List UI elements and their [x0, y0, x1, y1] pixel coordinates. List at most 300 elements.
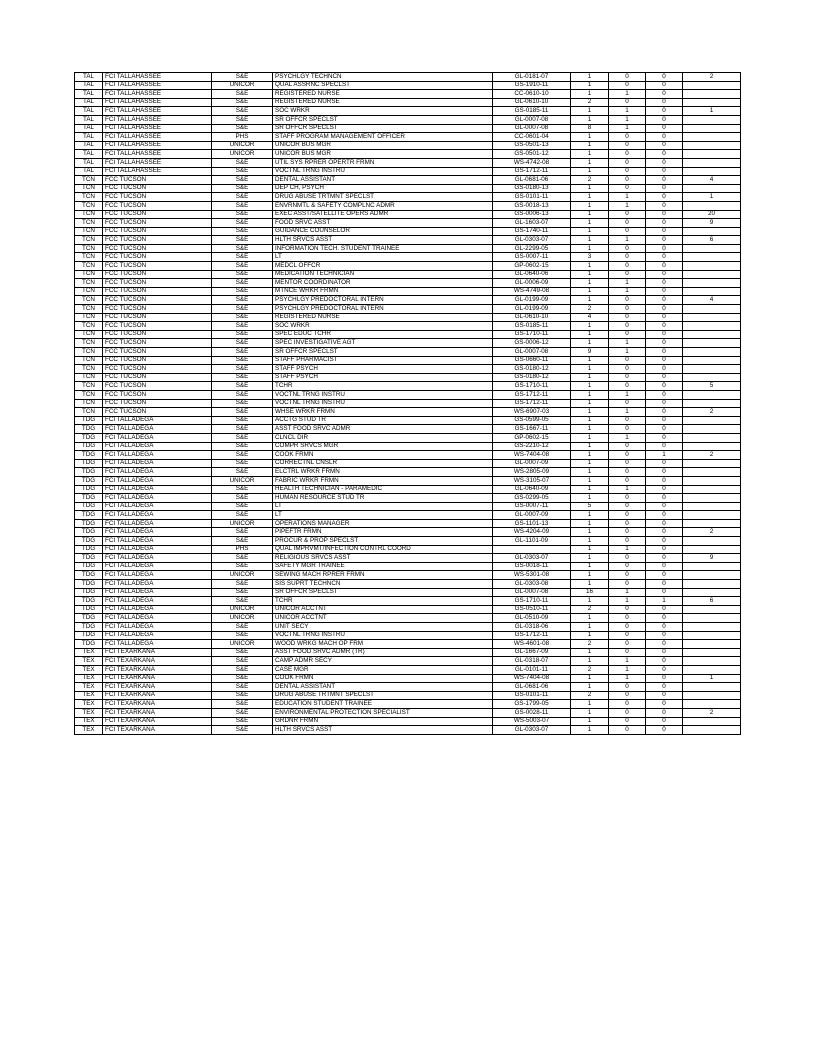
funding-type-cell: S&E [212, 158, 273, 167]
grade-cell: GL-0006-09 [493, 279, 571, 288]
count-cell: 2 [571, 691, 609, 700]
count-cell: 0 [609, 98, 646, 107]
count-cell: 2 [571, 640, 609, 649]
funding-type-cell: S&E [212, 382, 273, 391]
institution-code-cell: TDG [75, 623, 103, 632]
funding-type-cell: S&E [212, 296, 273, 305]
institution-name-cell: FCC TUCSON [103, 382, 212, 391]
grade-cell: GL-0681-06 [493, 683, 571, 692]
count-cell [683, 623, 741, 632]
institution-code-cell: TDG [75, 588, 103, 597]
institution-code-cell: TCN [75, 399, 103, 408]
grade-cell [493, 545, 571, 554]
table-row [75, 528, 741, 537]
count-cell: 1 [571, 425, 609, 434]
institution-code-cell: TDG [75, 562, 103, 571]
count-cell: 0 [646, 485, 683, 494]
institution-code-cell: TAL [75, 150, 103, 159]
institution-code-cell: TCN [75, 236, 103, 245]
position-title-cell: CLNCL DIR [273, 433, 493, 442]
grade-cell: GL-0510-09 [493, 614, 571, 623]
funding-type-cell: S&E [212, 167, 273, 176]
grade-cell: GL-0101-11 [493, 665, 571, 674]
count-cell: 0 [609, 554, 646, 563]
count-cell: 1 [571, 674, 609, 683]
table-row [75, 399, 741, 408]
grade-cell: GS-0180-12 [493, 365, 571, 374]
table-row [75, 373, 741, 382]
table-row [75, 210, 741, 219]
count-cell: 1 [571, 322, 609, 331]
grade-cell: GS-1667-11 [493, 425, 571, 434]
position-title-cell: SOC WRKR [273, 322, 493, 331]
grade-cell: GL-0640-06 [493, 270, 571, 279]
count-cell: 0 [646, 476, 683, 485]
table-row [75, 90, 741, 99]
count-cell: 0 [646, 717, 683, 726]
funding-type-cell: S&E [212, 408, 273, 417]
count-cell: 1 [609, 115, 646, 124]
grade-cell: GL-0199-09 [493, 305, 571, 314]
institution-code-cell: TCN [75, 313, 103, 322]
count-cell: 2 [571, 305, 609, 314]
position-title-cell: UNICOR ACCTNT [273, 614, 493, 623]
institution-name-cell: FCI TALLADEGA [103, 494, 212, 503]
table-row [75, 193, 741, 202]
grade-cell: GL-2299-05 [493, 244, 571, 253]
count-cell: 1 [609, 657, 646, 666]
grade-cell: GS-0599-05 [493, 416, 571, 425]
count-cell: 1 [646, 597, 683, 606]
count-cell: 0 [609, 219, 646, 228]
staffing-table [74, 72, 741, 735]
count-cell: 0 [609, 133, 646, 142]
table-row [75, 141, 741, 150]
count-cell: 1 [571, 700, 609, 709]
position-title-cell: DENTAL ASSISTANT [273, 683, 493, 692]
count-cell: 1 [571, 519, 609, 528]
count-cell [683, 717, 741, 726]
institution-name-cell: FCI TALLADEGA [103, 537, 212, 546]
count-cell: 1 [571, 133, 609, 142]
institution-code-cell: TAL [75, 133, 103, 142]
grade-cell: GL-0303-07 [493, 726, 571, 735]
count-cell: 1 [609, 408, 646, 417]
position-title-cell: SPEC EDUC TCHR [273, 330, 493, 339]
institution-code-cell: TDG [75, 605, 103, 614]
count-cell [683, 365, 741, 374]
position-title-cell: OPERATIONS MANAGER [273, 519, 493, 528]
position-title-cell: ASST FOOD SRVC ADMR [273, 425, 493, 434]
institution-code-cell: TCN [75, 262, 103, 271]
grade-cell: CC-0610-10 [493, 90, 571, 99]
grade-cell: GL-0303-07 [493, 236, 571, 245]
count-cell: 0 [646, 459, 683, 468]
count-cell: 0 [609, 683, 646, 692]
grade-cell: WS-5301-08 [493, 571, 571, 580]
institution-name-cell: FCI TALLADEGA [103, 580, 212, 589]
grade-cell: GS-1712-11 [493, 631, 571, 640]
funding-type-cell: S&E [212, 90, 273, 99]
funding-type-cell: S&E [212, 494, 273, 503]
institution-code-cell: TAL [75, 98, 103, 107]
table-row [75, 459, 741, 468]
funding-type-cell: S&E [212, 588, 273, 597]
count-cell: 2 [571, 665, 609, 674]
institution-code-cell: TAL [75, 158, 103, 167]
institution-name-cell: FCI TALLADEGA [103, 605, 212, 614]
grade-cell: GS-0006-13 [493, 210, 571, 219]
count-cell [683, 167, 741, 176]
count-cell: 1 [571, 115, 609, 124]
grade-cell: GS-1710-11 [493, 330, 571, 339]
grade-cell: GS-0185-11 [493, 107, 571, 116]
funding-type-cell: UNICOR [212, 605, 273, 614]
institution-code-cell: TCN [75, 201, 103, 210]
grade-cell: GS-0006-12 [493, 339, 571, 348]
table-row [75, 81, 741, 90]
institution-code-cell: TDG [75, 451, 103, 460]
institution-code-cell: TDG [75, 597, 103, 606]
table-row [75, 717, 741, 726]
count-cell: 4 [683, 176, 741, 185]
position-title-cell: QUAL ASSRNC SPECLST [273, 81, 493, 90]
funding-type-cell: S&E [212, 631, 273, 640]
position-title-cell: GRDNR FRMN [273, 717, 493, 726]
table-row [75, 433, 741, 442]
institution-name-cell: FCI TALLADEGA [103, 459, 212, 468]
count-cell: 0 [646, 150, 683, 159]
institution-code-cell: TDG [75, 537, 103, 546]
funding-type-cell: S&E [212, 528, 273, 537]
count-cell: 1 [571, 107, 609, 116]
count-cell: 2 [683, 708, 741, 717]
position-title-cell: MEDICATION TECHNICIAN [273, 270, 493, 279]
position-title-cell: PIPEFTR FRMN [273, 528, 493, 537]
count-cell [683, 459, 741, 468]
count-cell: 1 [571, 528, 609, 537]
count-cell: 0 [609, 537, 646, 546]
count-cell: 0 [609, 691, 646, 700]
institution-name-cell: FCC TUCSON [103, 227, 212, 236]
institution-code-cell: TCN [75, 348, 103, 357]
grade-cell: GS-0185-11 [493, 322, 571, 331]
count-cell: 0 [646, 494, 683, 503]
position-title-cell: GUIDANCE COUNSELOR [273, 227, 493, 236]
funding-type-cell: S&E [212, 98, 273, 107]
position-title-cell: COOK FRMN [273, 674, 493, 683]
institution-name-cell: FCC TUCSON [103, 399, 212, 408]
grade-cell: GS-0101-11 [493, 193, 571, 202]
funding-type-cell: S&E [212, 726, 273, 735]
count-cell: 1 [571, 511, 609, 520]
position-title-cell: PSYCHLGY PREDOCTORAL INTERN [273, 305, 493, 314]
count-cell: 0 [646, 348, 683, 357]
count-cell: 0 [609, 296, 646, 305]
count-cell: 0 [609, 399, 646, 408]
count-cell: 16 [571, 588, 609, 597]
count-cell: 1 [571, 244, 609, 253]
grade-cell: WS-7404-08 [493, 451, 571, 460]
table-row [75, 605, 741, 614]
table-row [75, 176, 741, 185]
count-cell [683, 571, 741, 580]
grade-cell: GS-1710-11 [493, 382, 571, 391]
table-row [75, 631, 741, 640]
count-cell [683, 124, 741, 133]
institution-code-cell: TEX [75, 700, 103, 709]
institution-code-cell: TAL [75, 90, 103, 99]
position-title-cell: SIS SUPRT TECHNCN [273, 580, 493, 589]
institution-name-cell: FCC TUCSON [103, 287, 212, 296]
count-cell: 0 [646, 700, 683, 709]
count-cell: 0 [646, 133, 683, 142]
count-cell [683, 683, 741, 692]
institution-name-cell: FCI TALLADEGA [103, 442, 212, 451]
count-cell: 1 [571, 270, 609, 279]
institution-code-cell: TEX [75, 674, 103, 683]
grade-cell: WS-4742-08 [493, 158, 571, 167]
count-cell: 1 [609, 90, 646, 99]
count-cell: 1 [609, 193, 646, 202]
position-title-cell: LT [273, 511, 493, 520]
institution-name-cell: FCI TEXARKANA [103, 674, 212, 683]
institution-name-cell: FCI TALLADEGA [103, 623, 212, 632]
count-cell: 1 [609, 236, 646, 245]
institution-code-cell: TDG [75, 468, 103, 477]
count-cell: 1 [609, 287, 646, 296]
count-cell: 1 [571, 339, 609, 348]
funding-type-cell: S&E [212, 279, 273, 288]
count-cell [683, 416, 741, 425]
funding-type-cell: S&E [212, 717, 273, 726]
grade-cell: GS-1910-11 [493, 81, 571, 90]
funding-type-cell: S&E [212, 227, 273, 236]
count-cell: 0 [646, 210, 683, 219]
grade-cell: GS-2210-12 [493, 442, 571, 451]
position-title-cell: FOOD SRVC ASST [273, 219, 493, 228]
position-title-cell: CAMP ADMR SECY [273, 657, 493, 666]
funding-type-cell: S&E [212, 305, 273, 314]
table-row [75, 588, 741, 597]
count-cell: 9 [571, 348, 609, 357]
count-cell: 0 [646, 244, 683, 253]
position-title-cell: COOK FRMN [273, 451, 493, 460]
count-cell [683, 640, 741, 649]
count-cell: 0 [646, 390, 683, 399]
count-cell: 0 [646, 305, 683, 314]
count-cell: 0 [609, 726, 646, 735]
institution-name-cell: FCI TALLADEGA [103, 416, 212, 425]
position-title-cell: TCHR [273, 382, 493, 391]
count-cell [683, 691, 741, 700]
count-cell [683, 614, 741, 623]
count-cell: 1 [571, 451, 609, 460]
funding-type-cell: S&E [212, 425, 273, 434]
count-cell: 1 [683, 674, 741, 683]
count-cell [683, 115, 741, 124]
grade-cell: GL-0007-08 [493, 115, 571, 124]
count-cell: 1 [571, 330, 609, 339]
grade-cell: GS-0018-11 [493, 562, 571, 571]
institution-code-cell: TCN [75, 270, 103, 279]
institution-name-cell: FCC TUCSON [103, 408, 212, 417]
institution-name-cell: FCC TUCSON [103, 313, 212, 322]
institution-name-cell: FCI TALLAHASSEE [103, 124, 212, 133]
institution-code-cell: TAL [75, 115, 103, 124]
funding-type-cell: S&E [212, 554, 273, 563]
position-title-cell: CORRECTNL CNSLR [273, 459, 493, 468]
count-cell [683, 133, 741, 142]
count-cell: 1 [571, 433, 609, 442]
institution-code-cell: TEX [75, 665, 103, 674]
position-title-cell: REGISTERED NURSE [273, 90, 493, 99]
institution-name-cell: FCI TALLAHASSEE [103, 73, 212, 82]
institution-name-cell: FCC TUCSON [103, 253, 212, 262]
institution-name-cell: FCI TEXARKANA [103, 648, 212, 657]
institution-code-cell: TCN [75, 305, 103, 314]
count-cell: 0 [646, 691, 683, 700]
funding-type-cell: S&E [212, 683, 273, 692]
institution-name-cell: FCI TALLADEGA [103, 468, 212, 477]
count-cell: 0 [609, 158, 646, 167]
funding-type-cell: UNICOR [212, 614, 273, 623]
count-cell [683, 665, 741, 674]
institution-code-cell: TCN [75, 373, 103, 382]
count-cell [683, 588, 741, 597]
funding-type-cell: S&E [212, 115, 273, 124]
institution-name-cell: FCC TUCSON [103, 201, 212, 210]
position-title-cell: UNIT SECY [273, 623, 493, 632]
count-cell: 0 [646, 519, 683, 528]
funding-type-cell: UNICOR [212, 150, 273, 159]
institution-code-cell: TDG [75, 476, 103, 485]
funding-type-cell: UNICOR [212, 476, 273, 485]
position-title-cell: ELCTRL WRKR FRMN [273, 468, 493, 477]
count-cell: 0 [609, 73, 646, 82]
count-cell: 0 [609, 502, 646, 511]
count-cell [683, 253, 741, 262]
institution-name-cell: FCI TALLADEGA [103, 545, 212, 554]
funding-type-cell: S&E [212, 485, 273, 494]
count-cell: 1 [609, 433, 646, 442]
count-cell: 1 [571, 726, 609, 735]
funding-type-cell: S&E [212, 433, 273, 442]
count-cell: 0 [609, 571, 646, 580]
institution-code-cell: TDG [75, 459, 103, 468]
count-cell: 0 [609, 227, 646, 236]
count-cell: 0 [646, 683, 683, 692]
count-cell [683, 330, 741, 339]
grade-cell: GS-1799-05 [493, 700, 571, 709]
institution-name-cell: FCC TUCSON [103, 262, 212, 271]
institution-code-cell: TDG [75, 416, 103, 425]
grade-cell: WS-2805-09 [493, 468, 571, 477]
institution-code-cell: TEX [75, 726, 103, 735]
count-cell: 0 [609, 176, 646, 185]
institution-code-cell: TCN [75, 210, 103, 219]
institution-name-cell: FCI TALLADEGA [103, 519, 212, 528]
count-cell: 0 [609, 623, 646, 632]
count-cell: 0 [646, 571, 683, 580]
funding-type-cell: UNICOR [212, 571, 273, 580]
table-row [75, 554, 741, 563]
institution-name-cell: FCI TALLADEGA [103, 425, 212, 434]
table-row [75, 107, 741, 116]
funding-type-cell: PHS [212, 545, 273, 554]
count-cell: 1 [571, 459, 609, 468]
position-title-cell: MENTOR COORDINATOR [273, 279, 493, 288]
funding-type-cell: S&E [212, 365, 273, 374]
institution-name-cell: FCI TALLADEGA [103, 554, 212, 563]
count-cell: 1 [571, 494, 609, 503]
count-cell: 1 [571, 356, 609, 365]
table-row [75, 494, 741, 503]
funding-type-cell: S&E [212, 511, 273, 520]
count-cell: 1 [609, 545, 646, 554]
count-cell: 0 [609, 605, 646, 614]
funding-type-cell: S&E [212, 219, 273, 228]
institution-code-cell: TCN [75, 330, 103, 339]
count-cell: 0 [609, 184, 646, 193]
institution-code-cell: TCN [75, 193, 103, 202]
institution-name-cell: FCC TUCSON [103, 356, 212, 365]
count-cell: 0 [609, 416, 646, 425]
count-cell: 0 [609, 648, 646, 657]
table-row [75, 511, 741, 520]
institution-code-cell: TEX [75, 683, 103, 692]
count-cell: 1 [571, 416, 609, 425]
count-cell: 1 [609, 390, 646, 399]
grade-cell: GS-0101-11 [493, 691, 571, 700]
count-cell: 0 [609, 425, 646, 434]
count-cell: 1 [571, 476, 609, 485]
count-cell: 0 [646, 193, 683, 202]
institution-code-cell: TDG [75, 545, 103, 554]
count-cell: 0 [646, 81, 683, 90]
count-cell [683, 287, 741, 296]
count-cell: 1 [571, 158, 609, 167]
institution-name-cell: FCI TALLADEGA [103, 476, 212, 485]
institution-name-cell: FCI TEXARKANA [103, 691, 212, 700]
position-title-cell: SR OFFCR SPECLST [273, 115, 493, 124]
institution-code-cell: TDG [75, 571, 103, 580]
funding-type-cell: S&E [212, 253, 273, 262]
position-title-cell: REGISTERED NURSE [273, 98, 493, 107]
table-row [75, 73, 741, 82]
position-title-cell: VOCTNL TRNG INSTRU [273, 390, 493, 399]
funding-type-cell: S&E [212, 244, 273, 253]
count-cell: 0 [646, 365, 683, 374]
grade-cell: GS-1712-11 [493, 399, 571, 408]
institution-name-cell: FCI TALLAHASSEE [103, 158, 212, 167]
count-cell: 0 [646, 236, 683, 245]
count-cell: 1 [571, 382, 609, 391]
count-cell: 1 [571, 279, 609, 288]
count-cell: 1 [571, 141, 609, 150]
count-cell [683, 502, 741, 511]
count-cell: 1 [609, 279, 646, 288]
funding-type-cell: S&E [212, 124, 273, 133]
count-cell: 3 [571, 253, 609, 262]
funding-type-cell: S&E [212, 665, 273, 674]
count-cell: 9 [683, 219, 741, 228]
grade-cell: GS-1740-11 [493, 227, 571, 236]
institution-name-cell: FCI TALLAHASSEE [103, 150, 212, 159]
count-cell: 0 [646, 631, 683, 640]
count-cell: 0 [646, 356, 683, 365]
funding-type-cell: S&E [212, 537, 273, 546]
